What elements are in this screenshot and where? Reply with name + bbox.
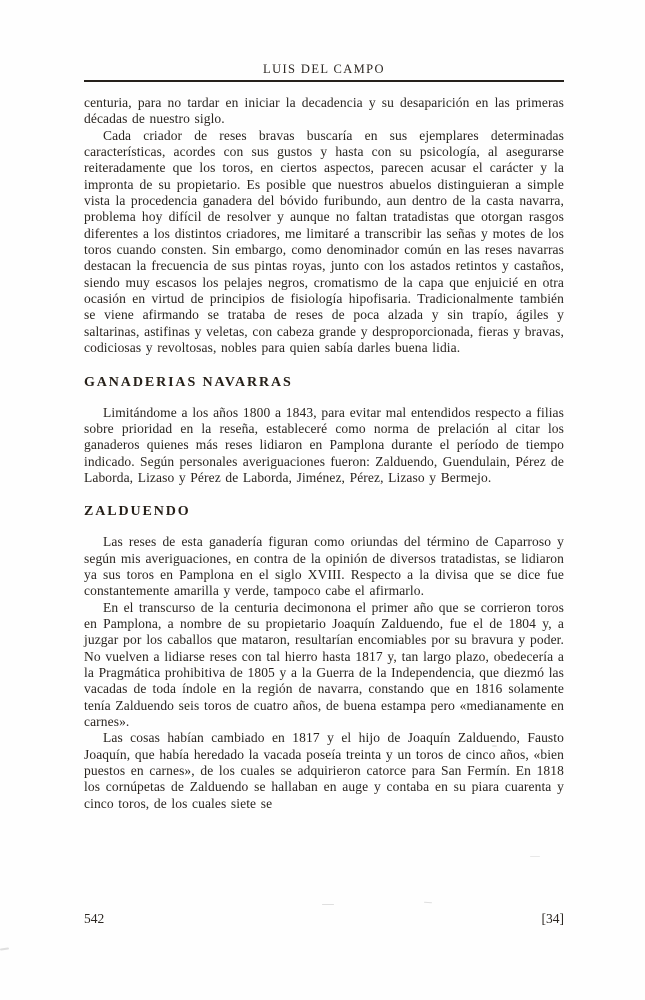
running-title: LUIS DEL CAMPO <box>263 62 385 76</box>
paragraph: En el transcurso de la centuria decimonona el primer año que se corrieron toros en Pamplona, a nombre de su propietario Joaquín Zalduendo, fue el de 1804 y, a juzgar por los caballos que mataron, resultarían encomiables por su bravura y poder. No vuelven a lidiarse reses con tal hierro hasta 1817 y, tan largo plazo, obedecería a la Pragmática prohibitiva de 1805 y a la Guerra de la Independencia, que diezmó las vacadas de toda índole en la región de navarra, constando que en 1816 solamente tenía Zalduendo seis toros de cuatro años, de buena estampa pero «medianamente en carnes». <box>84 599 564 729</box>
text-block <box>84 62 564 812</box>
paragraph: centuria, para no tardar en iniciar la decadencia y su desaparición en las primeras décadas de nuestro siglo. <box>84 95 564 127</box>
page-body <box>84 95 564 812</box>
page-header <box>84 62 564 82</box>
header-rule <box>84 80 564 82</box>
paragraph: Cada criador de reses bravas buscaría en sus ejemplares determinadas características, acordes con sus gustos y hasta con su psicología, al asegurarse reiteradamente que los toros, en ciertos aspectos, parecen acusar el carácter y la impronta de su propietario. Es posible que nuestros abuelos distinguieran a simple vista la procedencia ganadera del bóvido furibundo, aun dentro de la casta navarra, problema hoy difícil de resolver y aunque no faltan tratadistas que otorgan rasgos diferentes a los distintos criadores, me limitaré a transcribir las señas y motes de los toros cuando consten. Sin embargo, como denominador común en las reses navarras destacan la frecuencia de sus pintas royas, junto con los astados retintos y castaños, siendo muy escasos los pelajes negros, cromatismo de la capa que enjuicié en otra ocasión en virtud de principios de fisiología hipofisaria. Tradicionalmente también se viene afirmando se trataba de reses de poca alzada y sin trapío, ágiles y saltarinas, astifinas y veletas, con cabeza grande y desproporcionada, fieras y bravas, codiciosas y revoltosas, nobles para quien sabía darles buena lidia. <box>84 127 564 356</box>
scan-artifact <box>424 902 432 904</box>
scan-artifact <box>0 947 9 950</box>
scan-artifact <box>530 856 540 857</box>
scan-artifact <box>492 745 497 747</box>
page-number: 542 <box>84 911 105 926</box>
scan-artifact <box>322 904 334 905</box>
section-heading: GANADERIAS NAVARRAS <box>84 374 293 390</box>
paragraph: Las reses de esta ganadería figuran como oriundas del término de Caparroso y según mis averiguaciones, en contra de la opinión de diversos tratadistas, se lidiaron ya sus toros en Pamplona en el siglo XVIII. Respecto a la divisa que se dice fue constantemente amarilla y verde, tampoco cabe el afirmarlo. <box>84 534 564 599</box>
folio-number: [34] <box>541 911 564 926</box>
paragraph: Las cosas habían cambiado en 1817 y el hijo de Joaquín Zalduendo, Fausto Joaquín, que había heredado la vacada poseía treinta y un toros de cinco años, «bien puestos en carnes», de los cuales se adquirieron catorce para San Fermín. En 1818 los cornúpetas de Zalduendo se hallaban en auge y contaba en su piara cuarenta y cinco toros, de los cuales siete se <box>84 730 564 811</box>
section-heading: ZALDUENDO <box>84 504 191 520</box>
paragraph: Limitándome a los años 1800 a 1843, para evitar mal entendidos respecto a filias sobre prioridad en la reseña, estableceré como norma de prelación al citar los ganaderos quienes más reses lidiaron en Pamplona durante el período de tiempo indicado. Según personales averiguaciones fueron: Zalduendo, Guendulain, Pérez de Laborda, Lizaso y Pérez de Laborda, Jiménez, Pérez, Lizaso y Bermejo. <box>84 404 564 485</box>
page-footer <box>84 910 564 927</box>
